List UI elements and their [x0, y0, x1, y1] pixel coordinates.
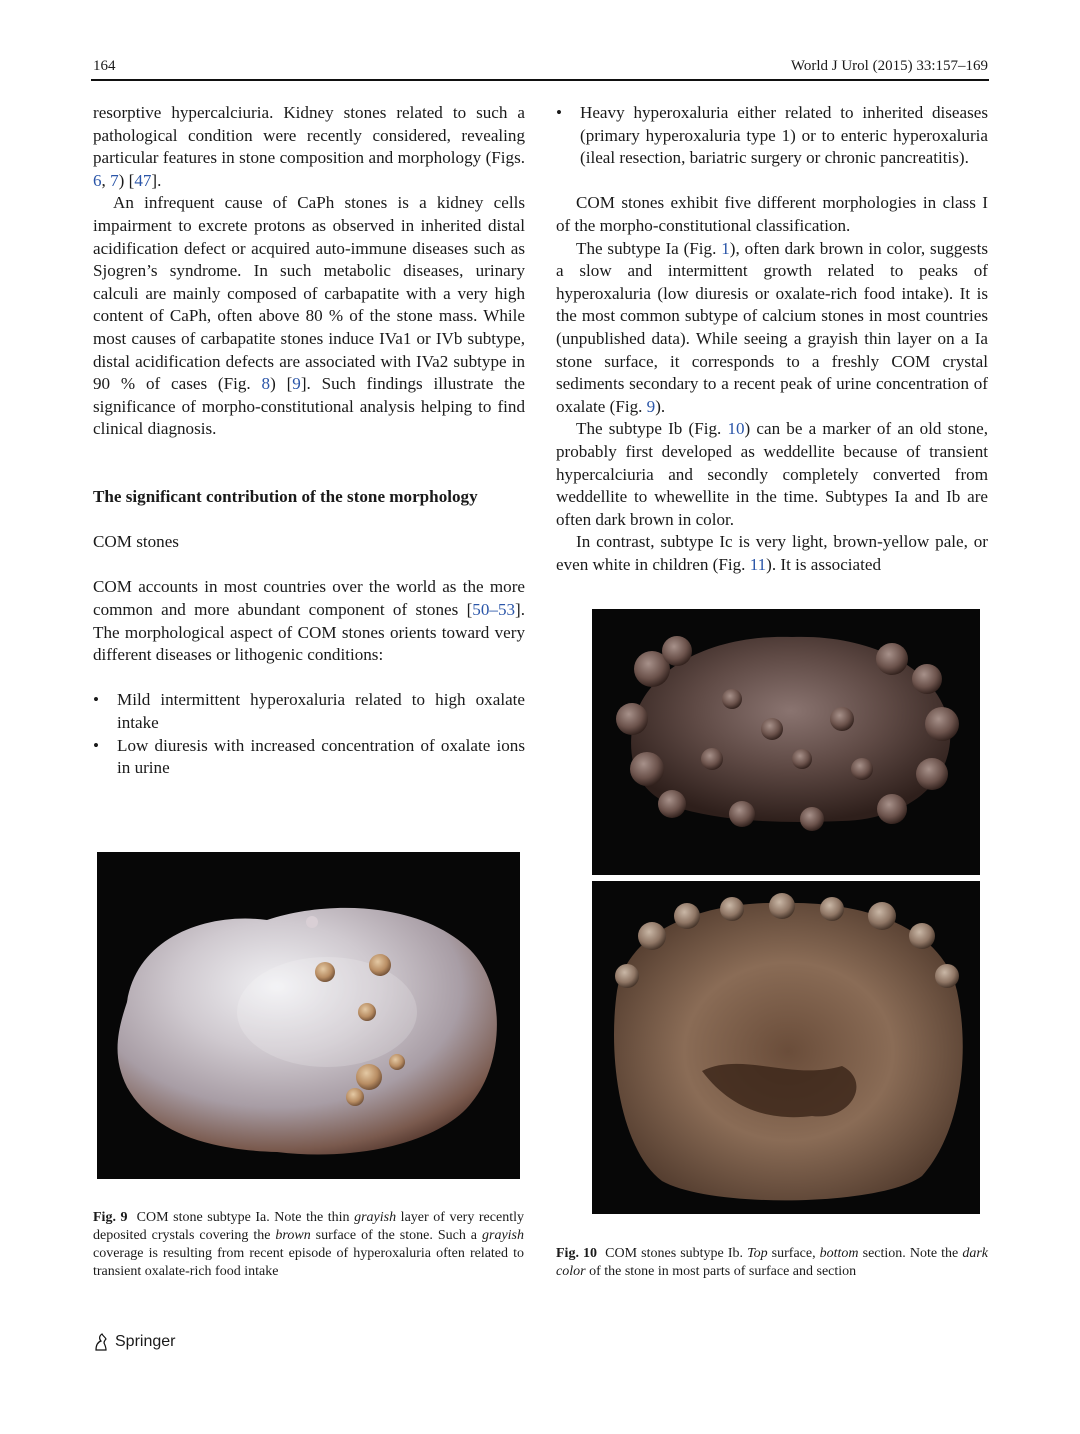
publisher-logo [93, 1333, 175, 1351]
bullet-icon: • [93, 690, 99, 710]
ref-citation-50-53[interactable]: 50–53 [472, 600, 516, 620]
figure-10-top-surface-image [592, 609, 980, 875]
ref-fig-11[interactable]: 11 [749, 554, 767, 574]
journal-citation: World J Urol (2015) 33:157–169 [790, 58, 988, 74]
ref-citation-9[interactable]: 9 [292, 374, 301, 394]
left-column [93, 102, 525, 780]
ref-fig-9[interactable]: 9 [646, 396, 656, 416]
figure-9-caption: Fig. 9 COM stone subtype Ia. Note the thin grayish layer of very recently deposited crystals covering the brown surface of the stone. Such a grayish coverage is resulting from recent episode of hyperoxaluria often related to transient oxalate-rich food intake [93, 1210, 524, 1279]
ref-fig-7[interactable]: 7 [110, 170, 119, 190]
bullet-item: • Mild intermittent hyperoxaluria related to high oxalate intake [93, 690, 525, 733]
ref-citation-47[interactable]: 47 [134, 170, 152, 190]
paragraph-subtype-ic: In contrast, subtype Ic is very light, brown-yellow pale, or even white in children (Fig. 11). It is associated [556, 532, 988, 574]
figure-10-bottom-section-image [592, 881, 980, 1214]
header-rule [91, 79, 989, 81]
bullet-item: • Heavy hyperoxaluria either related to inherited diseases (primary hyperoxaluria type 1) or to enteric hyperoxaluria (ileal resection, bariatric surgery or chronic pancreatitis). [556, 103, 988, 168]
ref-fig-8[interactable]: 8 [261, 374, 271, 394]
ref-fig-6[interactable]: 6 [93, 170, 102, 190]
stone-ib-section-illustration [592, 881, 980, 1214]
bullet-icon: • [556, 103, 562, 122]
figure-9-image [97, 852, 520, 1179]
right-column [556, 102, 988, 576]
paragraph-caph-stones: An infrequent cause of CaPh stones is a kidney cells impairment to excrete protons as observed in inherited distal acidification defect or acquired auto-immune diseases such as Sjogren’s syndrome. In such metabolic diseases, urinary calculi are mainly composed of carbapatite with a very high content of CaPh, often above 80 % of the stone mass. While most causes of carbapatite stones induce IVa1 or IVb subtype, distal acidification defects are associated with IVa2 subtype in 90 % of cases (Fig. 8) [9]. Such findings illustrate the significance of morpho-constitutional analysis helping to find clinical diagnosis. [93, 193, 525, 439]
springer-horse-icon [93, 1333, 109, 1351]
publisher-name: Springer [115, 1333, 176, 1350]
paragraph-five-morphologies: COM stones exhibit five different morphologies in class I of the morpho-constitutional classification. [556, 193, 988, 235]
bullet-item: • Low diuresis with increased concentration of oxalate ions in urine [93, 735, 525, 778]
page-number: 164 [93, 58, 116, 74]
figure-10-caption: Fig. 10 COM stones subtype Ib. Top surface, bottom section. Note the dark color of the stone in most parts of surface and section [556, 1246, 988, 1279]
ref-fig-1[interactable]: 1 [721, 238, 730, 258]
paragraph-subtype-ia: The subtype Ia (Fig. 1), often dark brown in color, suggests a slow and intermittent growth related to peaks of hyperoxaluria (low diuresis or oxalate-rich food intake). It is the most common subtype of calcium stones in most countries (unpublished data). While seeing a grayish thin layer on a Ia stone surface, it corresponds to a freshly COM crystal sediments secondary to a recent peak of urine concentration of oxalate (Fig. 9). [556, 238, 988, 416]
paragraph-com-accounts: COM accounts in most countries over the world as the more common and more abundant component of stones [50–53]. The morphological aspect of COM stones orients toward very different diseases or lithogenic conditions: [93, 577, 525, 665]
subsection-heading: COM stones [93, 532, 179, 552]
section-heading: The significant contribution of the stone morphology [93, 487, 478, 507]
stone-ib-surface-illustration [592, 609, 980, 875]
bullet-icon: • [93, 735, 99, 755]
stone-ia-illustration [97, 852, 520, 1179]
ref-fig-10[interactable]: 10 [727, 419, 745, 439]
paragraph-subtype-ib: The subtype Ib (Fig. 10) can be a marker of an old stone, probably first developed as weddellite because of transient hypercalciuria and secondly completely converted from weddellite to whewellite in the time. Subtypes Ia and Ib are often dark brown in color. [556, 419, 988, 529]
paragraph-hypercalciuria: resorptive hypercalciuria. Kidney stones related to such a pathological condition were recently considered, revealing particular features in stone composition and morphology (Figs. 6, 7) [47]. [93, 103, 525, 190]
